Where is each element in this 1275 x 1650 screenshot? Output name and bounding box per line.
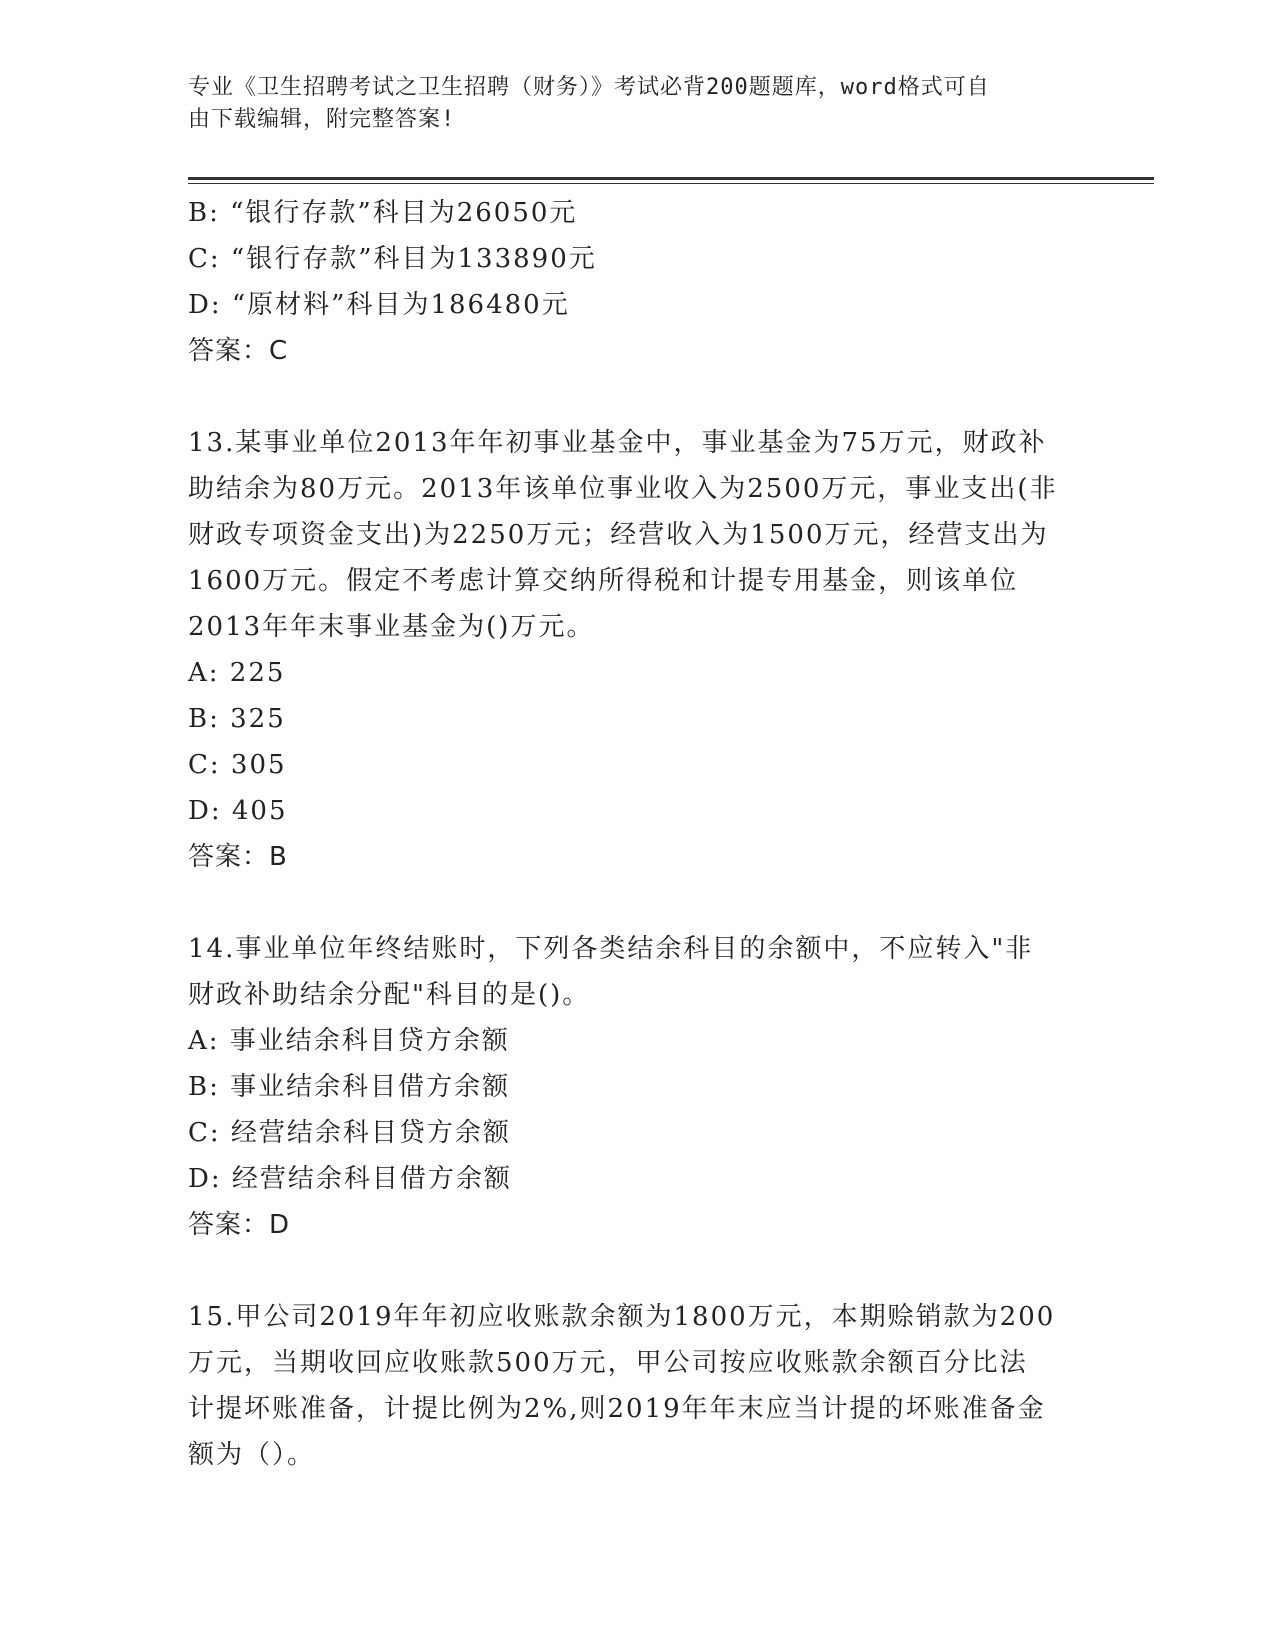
question-text-line: 财政补助结余分配"科目的是()。 — [188, 980, 591, 1010]
header-line-1: 专业《卫生招聘考试之卫生招聘（财务）》考试必背200题题库，word格式可自 — [188, 75, 990, 100]
answer-line: 答案：B — [188, 842, 288, 872]
option-d: D: 405 — [188, 796, 288, 826]
question-text-line: 万元，当期收回应收账款500万元，甲公司按应收账款余额百分比法 — [188, 1348, 1028, 1378]
option-c: C: “银行存款”科目为133890元 — [188, 244, 597, 274]
question-text-line: 2013年年末事业基金为()万元。 — [188, 612, 595, 642]
option-a: A: 225 — [188, 658, 286, 688]
document-header — [188, 72, 1068, 136]
answer-line: 答案：C — [188, 336, 289, 366]
header-divider-thick — [188, 177, 1154, 180]
question-14-stem — [188, 926, 1088, 1018]
header-line-2: 由下载编辑，附完整答案! — [188, 107, 456, 132]
question-12 — [188, 190, 1088, 374]
option-b: B: 事业结余科目借方余额 — [188, 1072, 511, 1102]
question-15-stem — [188, 1294, 1088, 1478]
question-list — [188, 190, 1088, 1478]
question-text-line: 额为（）。 — [188, 1440, 316, 1470]
header-divider-thin — [188, 183, 1154, 184]
option-b: B: “银行存款”科目为26050元 — [188, 198, 578, 228]
option-d: D: 经营结余科目借方余额 — [188, 1164, 512, 1194]
question-text-line: 13.某事业单位2013年年初事业基金中，事业基金为75万元，财政补 — [188, 428, 1047, 458]
question-13 — [188, 420, 1088, 880]
answer-line: 答案：D — [188, 1210, 291, 1240]
question-13-stem — [188, 420, 1088, 650]
question-text-line: 15.甲公司2019年年初应收账款余额为1800万元，本期赊销款为200 — [188, 1302, 1056, 1332]
question-text-line: 1600万元。假定不考虑计算交纳所得税和计提专用基金，则该单位 — [188, 566, 1019, 596]
option-b: B: 325 — [188, 704, 286, 734]
question-text-line: 助结余为80万元。2013年该单位事业收入为2500万元，事业支出(非 — [188, 474, 1058, 504]
option-d: D: “原材料”科目为186480元 — [188, 290, 570, 320]
question-text-line: 14.事业单位年终结账时，下列各类结余科目的余额中，不应转入"非 — [188, 934, 1034, 964]
question-text-line: 财政专项资金支出)为2250万元；经营收入为1500万元，经营支出为 — [188, 520, 1049, 550]
question-text-line: 计提坏账准备，计提比例为2%,则2019年年末应当计提的坏账准备金 — [188, 1394, 1046, 1424]
question-14 — [188, 926, 1088, 1248]
option-c: C: 305 — [188, 750, 287, 780]
option-c: C: 经营结余科目贷方余额 — [188, 1118, 511, 1148]
question-15 — [188, 1294, 1088, 1478]
option-a: A: 事业结余科目贷方余额 — [188, 1026, 510, 1056]
